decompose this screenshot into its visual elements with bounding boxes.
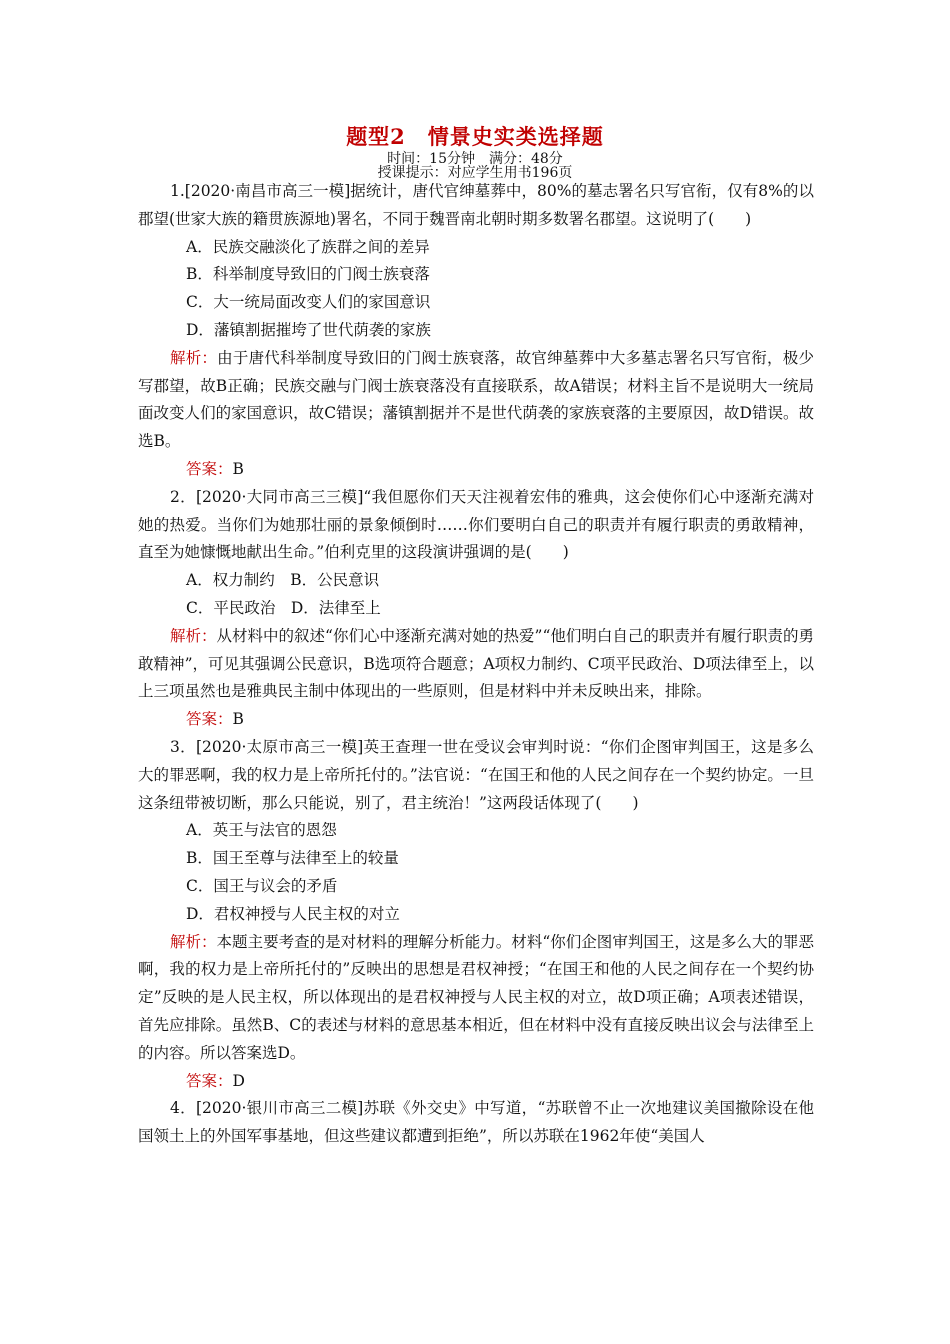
question-1-option-b: B．科举制度导致旧的门阀士族衰落	[186, 265, 430, 284]
question-2-answer	[138, 706, 814, 734]
question-1-stem: 1.[2020·南昌市高三一模]据统计，唐代官绅墓葬中，80%的墓志署名只写官衔，仅有8%的以郡望(世家大族的籍贯族源地)署名，不同于魏晋南北朝时期多数署名郡望。这说明了( )	[138, 182, 814, 228]
question-3-option-b: B．国王至尊与法律至上的较量	[186, 849, 399, 868]
answer-label: 答案：	[186, 1071, 233, 1090]
question-3-option-d: D．君权神授与人民主权的对立	[186, 904, 400, 923]
teaching-hint-line: 授课提示：对应学生用书196页	[377, 165, 573, 181]
page-title: 题型2 情景史实类选择题	[346, 124, 604, 149]
question-1-option-c: C．大一统局面改变人们的家国意识	[186, 293, 431, 312]
answer-label: 答案：	[186, 710, 233, 729]
question-2-options-ab: A．权力制约 B．公民意识	[186, 571, 380, 590]
time-score-line: 时间：15分钟 满分：48分	[387, 151, 563, 167]
question-1-answer-value: B	[232, 459, 244, 478]
question-3-answer-value: D	[232, 1071, 245, 1090]
question-2-answer-value: B	[232, 710, 244, 729]
question-2-stem: 2．[2020·大同市高三三模]“我但愿你们天天注视着宏伟的雅典，这会使你们心中逐渐充满对她的热爱。当你们为她那壮丽的景象倾倒时……你们要明白自己的职责并有履行职责的勇敢精神，直至为她慷慨地献出生命。”伯利克里的这段演讲强调的是( )	[138, 487, 814, 562]
question-1-analysis-text: 由于唐代科举制度导致旧的门阀士族衰落，故官绅墓葬中大多墓志署名只写官衔，极少写郡望，故B正确；民族交融与门阀士族衰落没有直接联系，故A错误；材料主旨不是说明大一统局面改变人们的家国意识，故C错误；藩镇割据并不是世代荫袭的家族衰落的主要原因，故D错误。故选B。	[138, 348, 814, 451]
question-4-stem: 4．[2020·银川市高三二模]苏联《外交史》中写道，“苏联曾不止一次地建议美国撤除设在他国领土上的外国军事基地，但这些建议都遭到拒绝”，所以苏联在1962年使“美国人	[138, 1099, 814, 1146]
question-3-analysis-text: 本题主要考查的是对材料的理解分析能力。材料“你们企图审判国王，这是多么大的罪恶啊，我的权力是上帝所托付的”反映出的思想是君权神授；“在国王和他的人民之间存在一个契约协定”反映的是人民主权，所以体现出的是君权神授与人民主权的对立，故D项正确；A项表述错误，首先应排除。虽然B、C的表述与材料的意思基本相近，但在材料中没有直接反映出议会与法律至上的内容。所以答案选D。	[138, 932, 814, 1062]
answer-label: 答案：	[186, 459, 233, 478]
analysis-label: 解析：	[170, 626, 217, 645]
question-3-stem: 3．[2020·太原市高三一模]英王查理一世在受议会审判时说：“你们企图审判国王，这是多么大的罪恶啊，我的权力是上帝所托付的。”法官说：“在国王和他的人民之间存在一个契约协定。一旦这条纽带被切断，那么只能说，别了，君主统治！”这两段话体现了( )	[138, 737, 814, 812]
question-3-option-a: A．英王与法官的恩怨	[186, 821, 337, 840]
question-1-option-a: A．民族交融淡化了族群之间的差异	[186, 237, 430, 256]
question-list	[138, 178, 814, 1151]
question-2-analysis-text: 从材料中的叙述“你们心中逐渐充满对她的热爱”“他们明白自己的职责并有履行职责的勇敢精神”，可见其强调公民意识，B选项符合题意；A项权力制约、C项平民政治、D项法律至上，以上三项虽然也是雅典民主制中体现出的一些原则，但是材料中并未反映出来，排除。	[138, 626, 814, 701]
question-3-analysis	[138, 929, 814, 1068]
question-1-option-d: D．藩镇割据摧垮了世代荫袭的家族	[186, 320, 431, 339]
analysis-label: 解析：	[170, 932, 217, 951]
question-3-answer	[138, 1068, 814, 1096]
question-1-answer	[138, 456, 814, 484]
question-3-option-c: C．国王与议会的矛盾	[186, 876, 338, 895]
question-2-analysis	[138, 623, 814, 706]
analysis-label: 解析：	[170, 348, 218, 367]
question-2-options-cd: C．平民政治 D．法律至上	[186, 598, 381, 617]
question-1-analysis	[138, 345, 814, 456]
